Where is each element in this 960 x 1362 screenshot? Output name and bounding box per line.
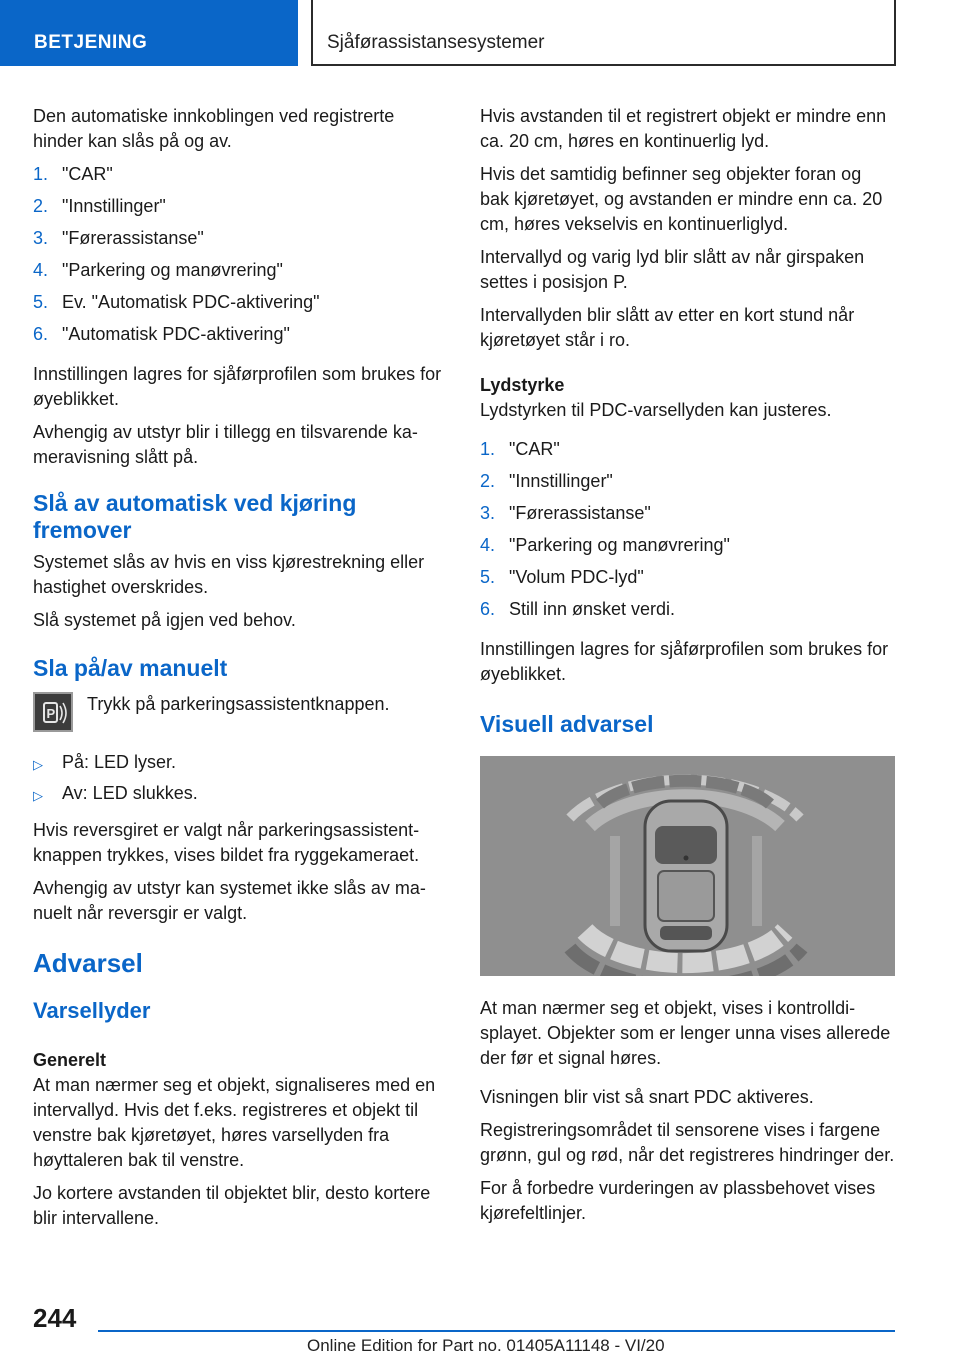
heading-general: Generelt xyxy=(33,1050,107,1070)
step-text: "CAR" xyxy=(62,164,113,184)
svg-text:P: P xyxy=(46,706,56,721)
step-number: 4. xyxy=(33,260,49,280)
step-text: "Innstillinger" xyxy=(509,471,613,491)
step-text: "Førerassistanse" xyxy=(509,503,651,523)
paragraph: Innstillingen lagres for sjåførprofilen som brukes for øyeblikket. xyxy=(33,364,442,409)
left-column xyxy=(33,104,448,1239)
step-number: 5. xyxy=(480,567,496,587)
intro-paragraph: Den automatiske innkoblingen ved registrerte hinder kan slås på og av. xyxy=(33,106,395,151)
step-number: 6. xyxy=(480,599,496,619)
heading-visual: Visuell advarsel xyxy=(480,711,654,737)
steps-list-auto xyxy=(33,162,448,354)
chapter-title: Sjåførassistansesystemer xyxy=(311,0,896,66)
step-number: 1. xyxy=(33,164,49,184)
step-text: "Volum PDC-lyd" xyxy=(509,567,644,587)
footer-divider xyxy=(98,1330,895,1332)
paragraph: Avhengig av utstyr kan systemet ikke slås av manuelt når reversgir er valgt. xyxy=(33,878,426,923)
step-number: 3. xyxy=(33,228,49,248)
press-instruction: Trykk på parkeringsassistentknappen. xyxy=(87,694,390,714)
led-status-list xyxy=(33,750,448,812)
list-item xyxy=(33,258,448,290)
paragraph: Systemet slås av hvis en viss kjørestrekning eller hastighet overskrides. xyxy=(33,552,425,597)
paragraph: Jo kortere avstanden til objektet blir, desto kortere blir intervallene. xyxy=(33,1183,431,1228)
step-number: 2. xyxy=(33,196,49,216)
step-text: "CAR" xyxy=(509,439,560,459)
page-header xyxy=(0,0,960,66)
step-text: "Parkering og manøvrering" xyxy=(62,260,283,280)
step-text: "Parkering og manøvrering" xyxy=(509,535,730,555)
list-item xyxy=(33,781,448,812)
right-column xyxy=(480,104,895,1234)
paragraph: Registreringsområdet til sensorene vises i fargene grønn, gul og rød, når det registreres hindringer der. xyxy=(480,1120,895,1165)
step-number: 5. xyxy=(33,292,49,312)
paragraph: Slå systemet på igjen ved behov. xyxy=(33,610,296,630)
pdc-display-image xyxy=(480,756,895,976)
list-item xyxy=(480,597,895,629)
paragraph: Intervallyd og varig lyd blir slått av når girspaken settes i posisjon P. xyxy=(480,247,865,292)
list-item xyxy=(33,162,448,194)
heading-manual: Sla på/av manuelt xyxy=(33,655,228,681)
paragraph: At man nærmer seg et objekt, vises i kontrolldisplayet. Objekter som er lenger unna vises allerede der før et signal høres. xyxy=(480,998,891,1068)
step-text: "Førerassistanse" xyxy=(62,228,204,248)
list-item xyxy=(480,565,895,597)
step-text: Ev. "Automatisk PDC-aktivering" xyxy=(62,292,320,312)
list-item xyxy=(480,469,895,501)
heading-sounds: Varsellyder xyxy=(33,998,151,1023)
step-text: Still inn ønsket verdi. xyxy=(509,599,676,619)
list-item xyxy=(480,437,895,469)
paragraph: For å forbedre vurderingen av plassbehovet vises kjørefeltlinjer. xyxy=(480,1178,876,1223)
steps-list-volume xyxy=(480,437,895,629)
list-item xyxy=(33,194,448,226)
paragraph: Lydstyrken til PDC-varsellyden kan justeres. xyxy=(480,400,832,420)
section-tab: BETJENING xyxy=(0,0,298,66)
heading-forward: Slå av automatisk ved kjøring fremover xyxy=(33,490,357,543)
paragraph: Hvis avstanden til et registrert objekt er mindre enn ca. 20 cm, høres en kontinuerlig lyd. xyxy=(480,106,887,151)
step-number: 4. xyxy=(480,535,496,555)
heading-warning: Advarsel xyxy=(33,948,143,978)
bullet-text: Av: LED slukkes. xyxy=(62,783,198,803)
list-item xyxy=(480,533,895,565)
step-number: 1. xyxy=(480,439,496,459)
paragraph: Hvis reversgiret er valgt når parkeringsassistentknappen trykkes, vises bildet fra ryggekameraet. xyxy=(33,820,420,865)
paragraph: Visningen blir vist så snart PDC aktiveres. xyxy=(480,1087,814,1107)
pdc-visual-illustration xyxy=(480,756,895,976)
list-item xyxy=(33,226,448,258)
triangle-bullet-icon: ▷ xyxy=(33,757,43,772)
heading-volume: Lydstyrke xyxy=(480,375,565,395)
triangle-bullet-icon: ▷ xyxy=(33,788,43,803)
list-item xyxy=(33,290,448,322)
page-number: 244 xyxy=(33,1303,77,1333)
footer-edition: Online Edition for Part no. 01405A11148 - VI/20 xyxy=(307,1336,665,1355)
paragraph: Avhengig av utstyr blir i tillegg en tilsvarende kameravisning slått på. xyxy=(33,422,418,467)
step-number: 6. xyxy=(33,324,49,344)
step-number: 3. xyxy=(480,503,496,523)
list-item xyxy=(33,322,448,354)
parking-assist-icon xyxy=(33,692,73,732)
paragraph: At man nærmer seg et objekt, signaliseres med en intervallyd. Hvis det f.eks. registreres et objekt til venstre bak kjøretøyet, høres varsellyden fra høyttaleren bak til venstre. xyxy=(33,1075,436,1170)
list-item xyxy=(33,750,448,781)
paragraph: Innstillingen lagres for sjåførprofilen som brukes for øyeblikket. xyxy=(480,639,889,684)
paragraph: Intervallyden blir slått av etter en kort stund når kjøretøyet står i ro. xyxy=(480,305,855,350)
list-item xyxy=(480,501,895,533)
step-number: 2. xyxy=(480,471,496,491)
button-instruction xyxy=(33,692,448,732)
paragraph: Hvis det samtidig befinner seg objekter foran og bak kjøretøyet, og avstanden er mindre enn ca. 20 cm, høres vekselvis en kontinuerliglyd. xyxy=(480,164,883,234)
step-text: "Automatisk PDC-aktivering" xyxy=(62,324,290,344)
step-text: "Innstillinger" xyxy=(62,196,166,216)
bullet-text: På: LED lyser. xyxy=(62,752,177,772)
